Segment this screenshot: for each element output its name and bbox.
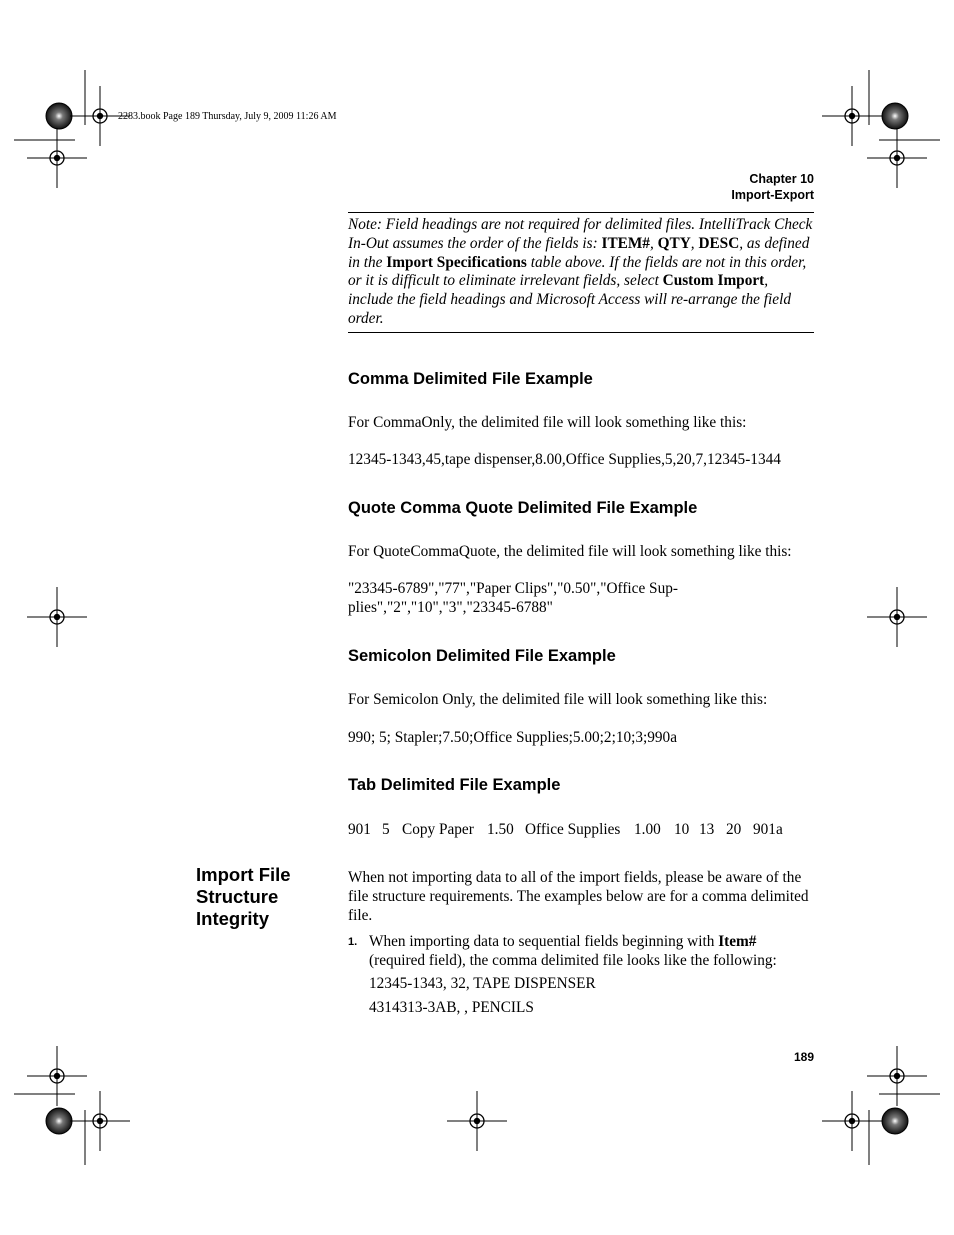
chapter-label: Chapter 10 (749, 172, 814, 186)
note-field-item: ITEM# (601, 234, 650, 252)
step-number: 1. (348, 936, 358, 948)
note-text: , as defined in the (348, 234, 810, 271)
section-label: Import-Export (731, 188, 814, 202)
note-import-specifications: Import Specifications (386, 253, 527, 271)
note-separator: , (690, 234, 699, 252)
tab-field: 13 (699, 821, 715, 838)
comma-example: 12345-1343,45,tape dispenser,8.00,Office Supplies,5,20,7,12345-1344 (348, 451, 781, 468)
tab-example (348, 820, 783, 839)
quote-intro: For QuoteCommaQuote, the delimited file will look something like this: (348, 543, 792, 560)
note-field-qty: QTY (657, 234, 691, 252)
quote-example-line-2: plies","2","10","3","23345-6788" (348, 599, 553, 616)
quote-example-line-1: "23345-6789","77","Paper Clips","0.50","Office Sup- (348, 580, 678, 597)
running-header (731, 171, 814, 203)
note-text: , include the field headings and Microsoft Access will re-arrange the field order. (348, 272, 791, 327)
step-lead: When importing data to sequential fields beginning with (369, 933, 719, 950)
comma-intro: For CommaOnly, the delimited file will look something like this: (348, 414, 747, 431)
side-heading-line: Structure (196, 886, 279, 907)
side-heading (196, 864, 336, 930)
tab-field: 5 (382, 821, 390, 838)
side-heading-line: Import File (196, 864, 291, 885)
tab-field: 20 (726, 821, 742, 838)
note-custom-import: Custom Import (662, 272, 765, 290)
tab-field: Copy Paper (402, 821, 474, 838)
note-block (348, 216, 814, 329)
semicolon-intro: For Semicolon Only, the delimited file will look something like this: (348, 691, 768, 708)
tab-heading: Tab Delimited File Example (348, 776, 561, 794)
tab-field: 901a (753, 821, 783, 838)
step-example-line-2: 4314313-3AB, , PENCILS (369, 999, 534, 1016)
comma-heading: Comma Delimited File Example (348, 370, 593, 388)
step-tail: (required field), the comma delimited file looks like the following: (369, 952, 777, 969)
note-text: table above. If the fields are not in this order, or it is difficult to eliminate irrelevant fields, select (348, 253, 807, 290)
tab-field: 1.50 (487, 821, 514, 838)
print-slug: 2283.book Page 189 Thursday, July 9, 2009 11:26 AM (118, 111, 337, 122)
semicolon-example: 990; 5; Stapler;7.50;Office Supplies;5.00;2;10;3;990a (348, 729, 677, 746)
note-top-rule (348, 212, 814, 213)
page-number: 189 (793, 1050, 814, 1064)
tab-field: 901 (348, 821, 371, 838)
tab-field: 10 (674, 821, 690, 838)
integrity-intro: When not importing data to all of the import fields, please be aware of the file structure requirements. The examples below are for a comma delimited file. (348, 869, 809, 924)
note-separator: , (649, 234, 658, 252)
tab-field: 1.00 (634, 821, 661, 838)
note-text: Note: Field headings are not required for delimited files. IntelliTrack Check In-Out assumes the order of the fields is: (348, 216, 813, 252)
tab-field: Office Supplies (525, 821, 621, 838)
side-heading-line: Integrity (196, 908, 269, 929)
quote-heading: Quote Comma Quote Delimited File Example (348, 499, 698, 517)
note-field-desc: DESC (698, 234, 740, 252)
note-bottom-rule (348, 332, 814, 333)
semicolon-heading: Semicolon Delimited File Example (348, 647, 616, 665)
step-text (369, 932, 799, 970)
step-example-line-1: 12345-1343, 32, TAPE DISPENSER (369, 975, 596, 992)
step-item-field: Item# (718, 933, 757, 950)
